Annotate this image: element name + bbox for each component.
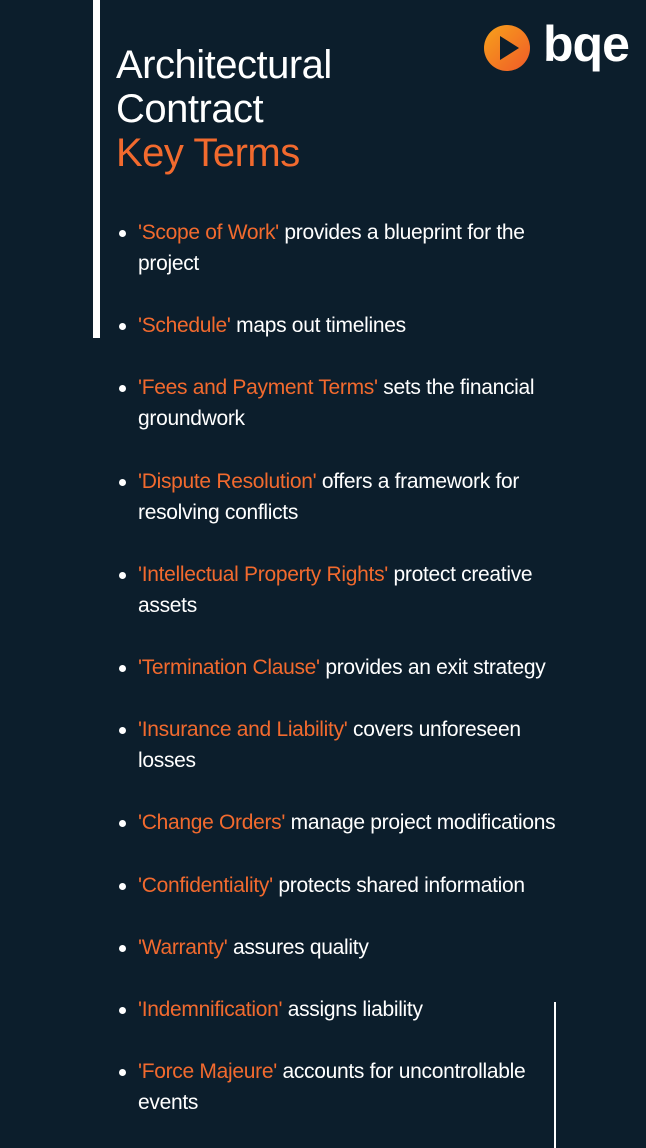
term-description: protect creative assets <box>138 563 533 617</box>
list-item <box>116 652 566 683</box>
logo-text: bqe <box>543 16 629 72</box>
bqe-logo <box>483 16 633 78</box>
term-name: 'Insurance and Liability' <box>138 718 354 741</box>
list-item <box>116 1056 566 1118</box>
term-description: provides an exit strategy <box>325 656 546 679</box>
bullet-icon <box>119 945 126 952</box>
term-name: 'Fees and Payment Terms' <box>138 376 384 399</box>
left-accent-bar <box>93 0 100 338</box>
list-item <box>116 559 566 621</box>
term-name: 'Termination Clause' <box>138 656 326 679</box>
play-icon <box>483 24 531 72</box>
bullet-icon <box>119 1069 126 1076</box>
title-line-1: Architectural <box>116 43 332 87</box>
title-line-3: Key Terms <box>116 131 300 175</box>
term-description: sets the financial groundwork <box>138 376 535 430</box>
bullet-icon <box>119 820 126 827</box>
list-item <box>116 870 566 901</box>
list-item <box>116 807 566 838</box>
bullet-icon <box>119 883 126 890</box>
title-line-2: Contract <box>116 87 264 131</box>
list-item <box>116 466 566 528</box>
term-name: 'Scope of Work' <box>138 221 285 244</box>
term-name: 'Confidentiality' <box>138 874 279 897</box>
page-title <box>116 43 332 175</box>
list-item <box>116 310 566 341</box>
bullet-icon <box>119 572 126 579</box>
bullet-icon <box>119 385 126 392</box>
bullet-icon <box>119 230 126 237</box>
term-name: 'Indemnification' <box>138 998 288 1021</box>
term-description: assigns liability <box>287 998 423 1021</box>
term-description: accounts for uncontrollable events <box>138 1060 526 1114</box>
term-description: provides a blueprint for the project <box>138 221 525 275</box>
term-description: protects shared information <box>278 874 525 897</box>
bullet-icon <box>119 1007 126 1014</box>
term-name: 'Schedule' <box>138 314 237 337</box>
bullet-icon <box>119 323 126 330</box>
list-item <box>116 932 566 963</box>
term-name: 'Dispute Resolution' <box>138 470 322 493</box>
term-name: 'Warranty' <box>138 936 233 959</box>
term-description: covers unforeseen losses <box>138 718 521 772</box>
list-item <box>116 217 566 279</box>
bullet-icon <box>119 665 126 672</box>
term-name: 'Intellectual Property Rights' <box>138 563 394 586</box>
term-description: offers a framework for resolving conflicts <box>138 470 520 524</box>
list-item <box>116 372 566 434</box>
term-name: 'Force Majeure' <box>138 1060 283 1083</box>
term-description: manage project modifications <box>290 811 556 834</box>
bullet-icon <box>119 479 126 486</box>
bullet-icon <box>119 727 126 734</box>
term-name: 'Change Orders' <box>138 811 291 834</box>
term-description: assures quality <box>232 936 369 959</box>
list-item <box>116 994 566 1025</box>
list-item <box>116 714 566 776</box>
term-description: maps out timelines <box>236 314 406 337</box>
